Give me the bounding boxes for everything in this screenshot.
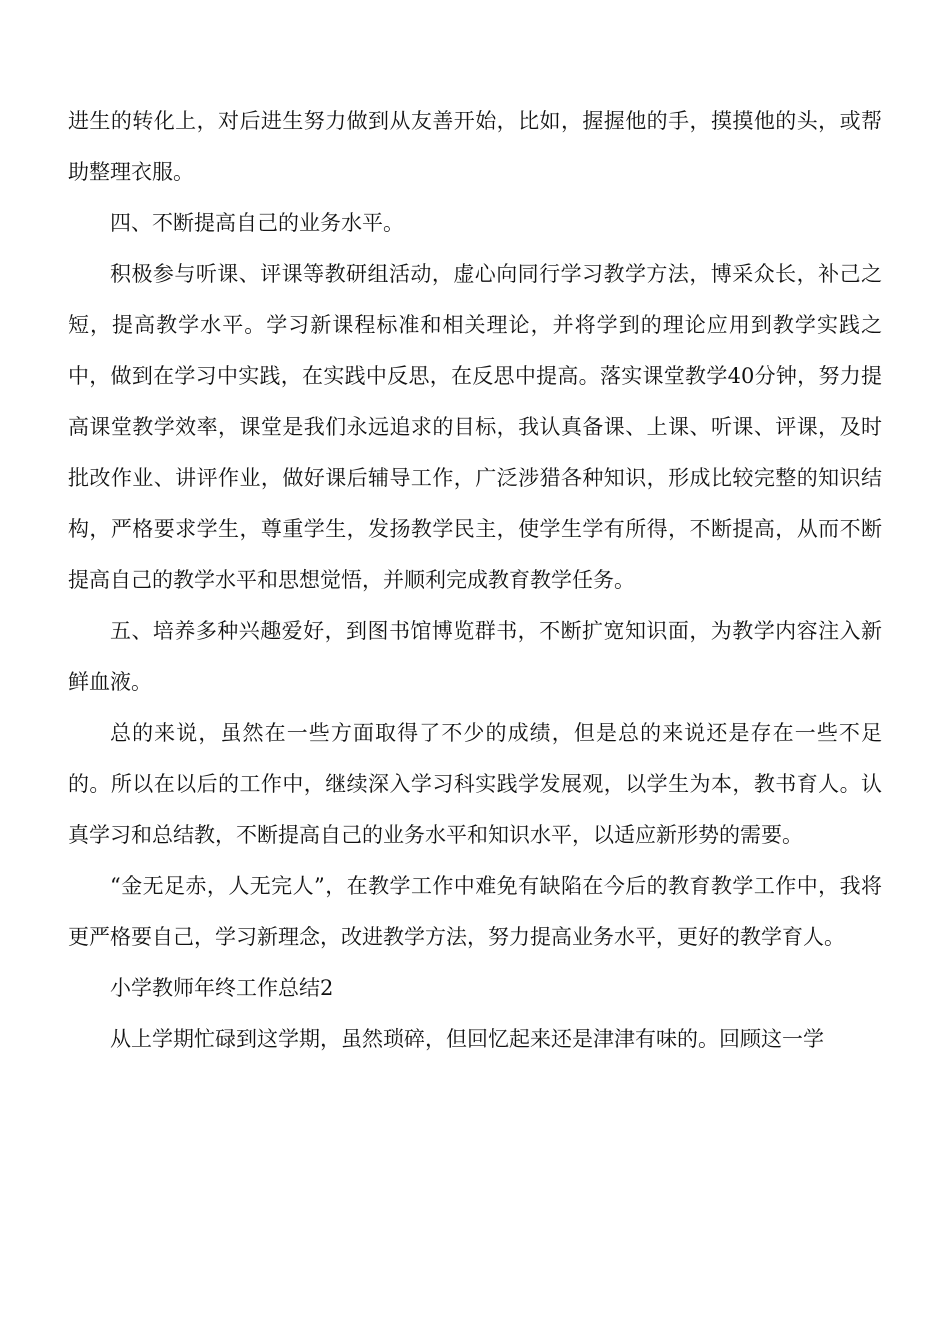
document-subtitle: 小学教师年终工作总结2 — [110, 976, 334, 1000]
paragraph-continuation: 进生的转化上，对后进生努力做到从友善开始，比如，握握他的手，摸摸他的头，或帮助整理衣服。 — [68, 109, 882, 184]
paragraph-summary: 总的来说，虽然在一些方面取得了不少的成绩，但是总的来说还是存在一些不足的。所以在以后的工作中，继续深入学习科实践学发展观，以学生为本，教书育人。认真学习和总结教，不断提高自己的业务水平和知识水平，以适应新形势的需要。 — [68, 721, 882, 847]
document-body — [68, 96, 882, 1065]
section-heading-five: 五、培养多种兴趣爱好，到图书馆博览群书，不断扩宽知识面，为教学内容注入新鲜血液。 — [68, 619, 882, 694]
section-heading-four: 四、不断提高自己的业务水平。 — [110, 211, 404, 235]
paragraph-closing: “金无足赤，人无完人”，在教学工作中难免有缺陷在今后的教育教学工作中，我将更严格要自己，学习新理念，改进教学方法，努力提高业务水平，更好的教学育人。 — [68, 874, 882, 949]
paragraph-teaching-research: 积极参与听课、评课等教研组活动，虚心向同行学习教学方法，博采众长，补己之短，提高教学水平。学习新课程标准和相关理论，并将学到的理论应用到教学实践之中，做到在学习中实践，在实践中反思，在反思中提高。落实课堂教学40分钟，努力提高课堂教学效率，课堂是我们永远追求的目标，我认真备课、上课、听课、评课，及时批改作业、讲评作业，做好课后辅导工作，广泛涉猎各种知识，形成比较完整的知识结构，严格要求学生，尊重学生，发扬教学民主，使学生学有所得，不断提高，从而不断提高自己的教学水平和思想觉悟，并顺利完成教育教学任务。 — [68, 262, 882, 592]
paragraph-intro-2: 从上学期忙碌到这学期，虽然琐碎，但回忆起来还是津津有味的。回顾这一学 — [110, 1027, 824, 1051]
